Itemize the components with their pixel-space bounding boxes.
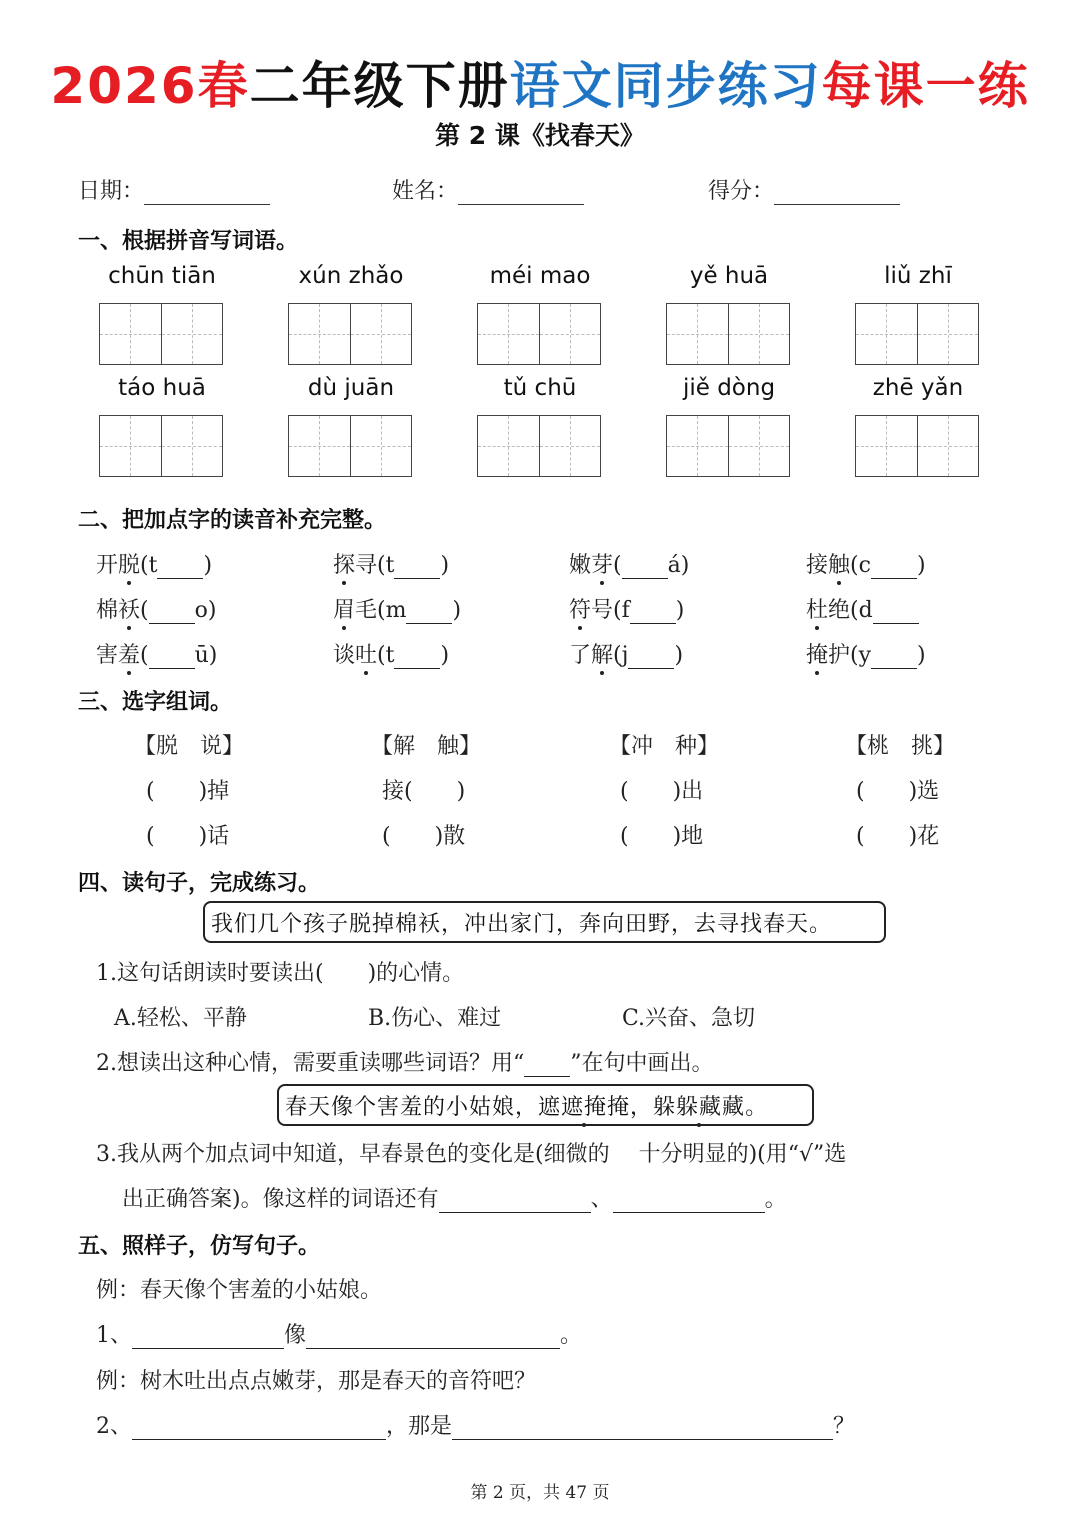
section2-title: 二、把加点字的读音补充完整。 bbox=[78, 508, 387, 533]
pronunciation-item[interactable]: 开脱(t ) bbox=[96, 548, 212, 579]
worksheet-title bbox=[0, 46, 1080, 118]
dotted-char: 解 bbox=[591, 638, 613, 669]
writing-grid[interactable] bbox=[666, 415, 790, 477]
option-a[interactable]: A.轻松、平静 bbox=[114, 1006, 247, 1031]
dotted-char: 触 bbox=[828, 548, 850, 579]
pinyin-label: jiě dòng bbox=[682, 375, 776, 401]
imitation-line-1: 1、 像 。 bbox=[96, 1323, 583, 1348]
writing-grid[interactable] bbox=[477, 303, 601, 365]
dotted-char: 羞 bbox=[118, 638, 140, 669]
pronunciation-item[interactable]: 棉袄( o) bbox=[96, 593, 216, 624]
dotted-char: 符 bbox=[569, 593, 591, 624]
section1-title: 一、根据拼音写词语。 bbox=[78, 229, 299, 254]
writing-grid[interactable] bbox=[99, 303, 223, 365]
word-blank[interactable]: ( )掉 bbox=[146, 779, 230, 804]
pinyin-label: yě huā bbox=[689, 263, 769, 289]
dotted-char: 探 bbox=[333, 548, 355, 579]
option-b[interactable]: B.伤心、难过 bbox=[368, 1006, 502, 1031]
answer-blank[interactable] bbox=[394, 556, 440, 579]
pronunciation-item[interactable]: 眉毛(m ) bbox=[333, 593, 461, 624]
answer-blank[interactable] bbox=[628, 646, 674, 669]
reading-sentence-box: 我们几个孩子脱掉棉袄，冲出家门，奔向田野，去寻找春天。 bbox=[203, 901, 886, 943]
answer-blank[interactable] bbox=[132, 1326, 284, 1349]
score-label: 得分： bbox=[708, 179, 775, 204]
section5-title: 五、照样子，仿写句子。 bbox=[78, 1234, 321, 1259]
writing-grid[interactable] bbox=[666, 303, 790, 365]
dotted-char: 眉 bbox=[333, 593, 355, 624]
title-grade: 二年级下册 bbox=[249, 57, 510, 115]
pronunciation-item[interactable]: 探寻(t ) bbox=[333, 548, 449, 579]
pronunciation-item[interactable]: 嫩芽( á) bbox=[569, 548, 689, 579]
writing-grid[interactable] bbox=[288, 303, 412, 365]
question-2: 2.想读出这种心情，需要重读哪些词语？用“ ”在句中画出。 bbox=[96, 1051, 714, 1076]
dotted-char: 脱 bbox=[118, 548, 140, 579]
writing-grid[interactable] bbox=[855, 303, 979, 365]
dotted-char: 掩 bbox=[806, 638, 828, 669]
word-blank[interactable]: ( )选 bbox=[856, 779, 940, 804]
imitation-line-2: 2、 ，那是 ？ bbox=[96, 1414, 856, 1439]
pronunciation-item[interactable]: 掩护(y ) bbox=[806, 638, 926, 669]
answer-blank[interactable] bbox=[149, 601, 195, 624]
answer-blank[interactable] bbox=[157, 556, 203, 579]
pronunciation-item[interactable]: 接触(c ) bbox=[806, 548, 926, 579]
pinyin-label: dù juān bbox=[307, 375, 395, 401]
answer-blank[interactable] bbox=[622, 556, 668, 579]
pronunciation-item[interactable]: 害羞( ū) bbox=[96, 638, 217, 669]
answer-blank[interactable] bbox=[406, 601, 452, 624]
example-1: 例：春天像个害羞的小姑娘。 bbox=[96, 1278, 383, 1303]
word-blank[interactable]: ( )出 bbox=[620, 779, 704, 804]
char-group: 【桃 挑】 bbox=[845, 734, 956, 759]
title-spring: 春 bbox=[197, 57, 250, 115]
answer-blank[interactable] bbox=[132, 1417, 386, 1440]
question-3-line2: 出正确答案)。像这样的词语还有 、 。 bbox=[122, 1187, 787, 1212]
pronunciation-item[interactable]: 符号(f ) bbox=[569, 593, 684, 624]
pronunciation-item[interactable]: 谈吐(t ) bbox=[333, 638, 449, 669]
lesson-subtitle: 第 2 课《找春天》 bbox=[435, 121, 645, 150]
name-label: 姓名： bbox=[392, 179, 459, 204]
pronunciation-item[interactable]: 了解(j ) bbox=[569, 638, 683, 669]
answer-blank[interactable] bbox=[439, 1190, 591, 1213]
pinyin-label: xún zhǎo bbox=[298, 263, 404, 289]
answer-blank[interactable] bbox=[394, 646, 440, 669]
pinyin-label: méi mao bbox=[489, 263, 591, 289]
answer-blank[interactable] bbox=[871, 556, 917, 579]
question-3-line1: 3.我从两个加点词中知道，早春景色的变化是(细微的 十分明显的)(用“√”选 bbox=[96, 1142, 847, 1167]
char-group: 【解 触】 bbox=[371, 734, 482, 759]
underline-sample bbox=[524, 1056, 570, 1077]
title-year: 2026 bbox=[50, 57, 198, 115]
dotted-char: 袄 bbox=[118, 593, 140, 624]
title-subject: 语文同步练习 bbox=[509, 57, 822, 115]
char-group: 【脱 说】 bbox=[134, 734, 245, 759]
date-field[interactable] bbox=[78, 174, 270, 205]
title-tail: 每课一练 bbox=[821, 57, 1030, 115]
section3-title: 三、选字组词。 bbox=[78, 690, 233, 715]
writing-grid[interactable] bbox=[288, 415, 412, 477]
writing-grid[interactable] bbox=[99, 415, 223, 477]
reading-sentence-box-2: 春天像个害羞的小姑娘，遮遮掩掩，躲躲藏藏。 bbox=[277, 1084, 814, 1126]
section4-title: 四、读句子，完成练习。 bbox=[78, 871, 321, 896]
dotted-char: 吐 bbox=[355, 638, 377, 669]
answer-blank[interactable] bbox=[630, 601, 676, 624]
char-group: 【冲 种】 bbox=[609, 734, 720, 759]
writing-grid[interactable] bbox=[477, 415, 601, 477]
pronunciation-item[interactable]: 杜绝(d bbox=[806, 593, 919, 624]
answer-blank[interactable] bbox=[149, 646, 195, 669]
score-field[interactable] bbox=[708, 174, 900, 205]
answer-blank[interactable] bbox=[306, 1326, 560, 1349]
page-footer: 第 2 页，共 47 页 bbox=[470, 1483, 610, 1503]
name-field[interactable] bbox=[392, 174, 584, 205]
pinyin-label: táo huā bbox=[118, 375, 206, 401]
pinyin-label: liǔ zhī bbox=[884, 263, 952, 289]
question-1: 1.这句话朗读时要读出( )的心情。 bbox=[96, 961, 465, 986]
word-blank[interactable]: ( )花 bbox=[856, 824, 940, 849]
word-blank[interactable]: 接( ) bbox=[382, 779, 466, 804]
answer-blank[interactable] bbox=[873, 601, 919, 624]
dotted-word: 躲躲藏藏 bbox=[653, 1090, 745, 1121]
date-label: 日期： bbox=[78, 179, 145, 204]
example-2: 例：树木吐出点点嫩芽，那是春天的音符吧？ bbox=[96, 1369, 537, 1394]
option-c[interactable]: C.兴奋、急切 bbox=[622, 1006, 756, 1031]
answer-blank[interactable] bbox=[452, 1417, 833, 1440]
word-blank[interactable]: ( )话 bbox=[146, 824, 230, 849]
writing-grid[interactable] bbox=[855, 415, 979, 477]
answer-blank[interactable] bbox=[613, 1190, 765, 1213]
dotted-word: 遮遮掩掩 bbox=[538, 1090, 630, 1121]
dotted-char: 杜 bbox=[806, 593, 828, 624]
pinyin-label: chūn tiān bbox=[108, 263, 216, 289]
dotted-char: 芽 bbox=[591, 548, 613, 579]
word-blank[interactable]: ( )散 bbox=[382, 824, 466, 849]
answer-blank[interactable] bbox=[871, 646, 917, 669]
word-blank[interactable]: ( )地 bbox=[620, 824, 704, 849]
pinyin-label: tǔ chū bbox=[503, 375, 577, 401]
pinyin-label: zhē yǎn bbox=[872, 375, 964, 401]
